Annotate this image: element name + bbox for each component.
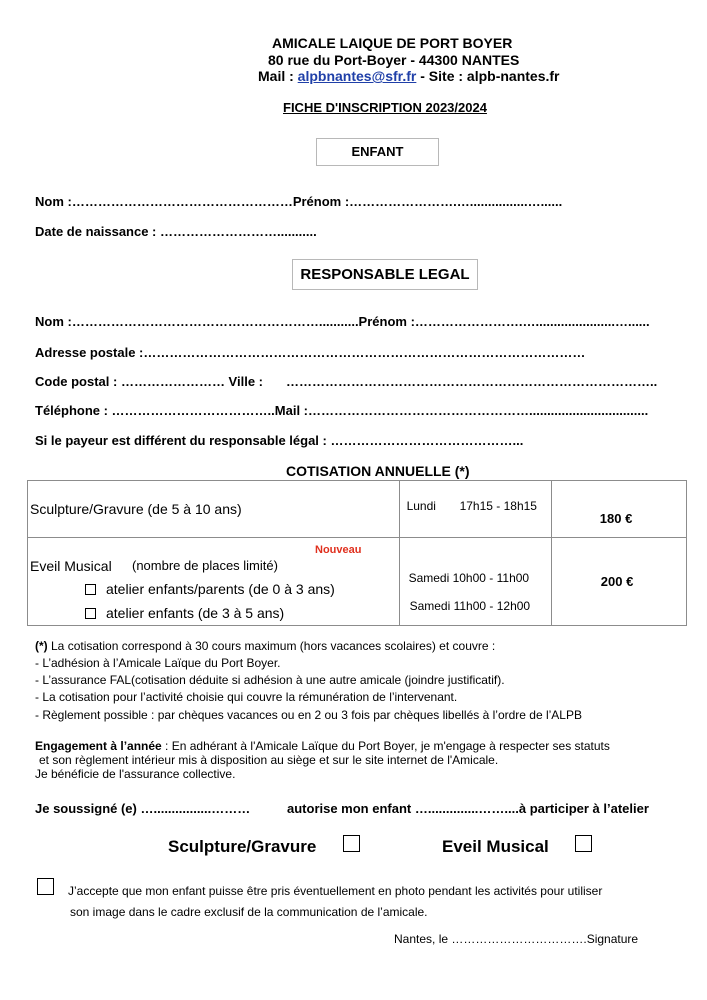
choice-musical-label: Eveil Musical xyxy=(442,837,549,856)
table-row xyxy=(28,538,687,626)
photo-consent-line2: son image dans le cadre exclusif de la communication de l’amicale. xyxy=(70,905,428,919)
row2-activity-cell xyxy=(28,538,400,626)
checkbox-icon[interactable] xyxy=(85,584,96,595)
site-label: - Site : alpb-nantes.fr xyxy=(416,68,560,84)
row2-price: 200 € xyxy=(600,574,634,589)
row1-activity-cell xyxy=(28,481,400,538)
form-title: FICHE D'INSCRIPTION 2023/2024 xyxy=(283,100,487,115)
mail-link[interactable]: alpbnantes@sfr.fr xyxy=(297,68,417,84)
photo-consent-line1: J’accepte que mon enfant puisse être pris éventuellement en photo pendant les activités pour utiliser xyxy=(68,884,603,898)
note-item: - Règlement possible : par chèques vacances ou en 2 ou 3 fois par chèques libellés à l’ordre de l’ALPB xyxy=(35,708,582,722)
guardian-name-field[interactable]: Nom :…………………………………………………...........Prénom :…………………….…......................…...... xyxy=(35,314,650,329)
guardian-address-field[interactable]: Adresse postale :………………………………………………………………………………………… xyxy=(35,345,586,360)
row1-price: 180 € xyxy=(599,511,633,526)
engagement-line1 xyxy=(35,739,610,753)
row1-time: 17h15 - 18h15 xyxy=(459,499,537,513)
photo-consent-checkbox[interactable] xyxy=(37,878,54,895)
engagement-label: Engagement à l’année xyxy=(35,739,162,753)
row1-schedule-cell xyxy=(399,481,551,538)
row1-activity: Sculpture/Gravure (de 5 à 10 ans) xyxy=(30,501,242,517)
choice-musical-checkbox[interactable] xyxy=(575,835,592,852)
table-row xyxy=(28,481,687,538)
child-section-title: ENFANT xyxy=(316,138,439,166)
contact-line xyxy=(258,68,559,84)
engagement-text1: : En adhérant à l'Amicale Laïque du Port Boyer, je m'engage à respecter ses statuts xyxy=(161,739,610,753)
row2-slot2: Samedi 11h00 - 12h00 xyxy=(409,599,531,613)
choice-sculpture-checkbox[interactable] xyxy=(343,835,360,852)
cotisation-title: COTISATION ANNUELLE (*) xyxy=(286,463,470,479)
guardian-postal-field[interactable]: Code postal : …………………… Ville : xyxy=(35,374,264,389)
checkbox-icon[interactable] xyxy=(85,608,96,619)
payer-field[interactable]: Si le payeur est différent du responsable légal : ……………………………………... xyxy=(35,433,524,448)
guardian-city-field[interactable]: ………………………………………………………………………….. xyxy=(286,374,658,389)
row2-schedule-cell xyxy=(399,538,551,626)
row1-price-cell xyxy=(551,481,686,538)
signature-field[interactable]: Nantes, le …………………………….Signature xyxy=(394,932,639,946)
declaration-child-field[interactable]: autorise mon enfant …..............……....à participer à l’atelier xyxy=(287,801,649,816)
new-badge: Nouveau xyxy=(315,544,362,556)
child-birthdate-field[interactable]: Date de naissance : ………………………........... xyxy=(35,224,317,239)
row2-price-cell xyxy=(551,538,686,626)
notes-intro-text: La cotisation correspond à 30 cours maximum (hors vacances scolaires) et couvre : xyxy=(47,639,496,653)
org-address: 80 rue du Port-Boyer - 44300 NANTES xyxy=(268,52,520,68)
row1-day: Lundi xyxy=(406,499,436,513)
declaration-signer-field[interactable]: Je soussigné (e) …................……… xyxy=(35,801,251,816)
row2-activity: Eveil Musical xyxy=(30,558,112,574)
option-children[interactable] xyxy=(85,605,284,621)
row2-note: (nombre de places limité) xyxy=(132,558,278,573)
child-name-field[interactable]: Nom :……………………………………………Prénom :…………………….…................…...... xyxy=(35,194,563,209)
note-item: - La cotisation pour l’activité choisie qui couvre la rémunération de l’intervenant. xyxy=(35,690,458,704)
notes-intro xyxy=(35,639,495,653)
cotisation-table xyxy=(27,480,687,626)
mail-label: Mail : xyxy=(258,68,298,84)
engagement-line2: et son règlement intérieur mis à disposition au siège et sur le site internet de l'Amicale. xyxy=(39,753,499,767)
engagement-line3: Je bénéficie de l'assurance collective. xyxy=(35,767,236,781)
note-item: - L’adhésion à l’Amicale Laïque du Port Boyer. xyxy=(35,656,281,670)
option1-label: atelier enfants/parents (de 0 à 3 ans) xyxy=(106,581,335,597)
notes-star: (*) xyxy=(35,639,48,653)
org-name: AMICALE LAIQUE DE PORT BOYER xyxy=(272,35,513,51)
choice-sculpture-label: Sculpture/Gravure xyxy=(168,837,317,856)
option2-label: atelier enfants (de 3 à 5 ans) xyxy=(106,605,285,621)
note-item: - L’assurance FAL(cotisation déduite si adhésion à une autre amicale (joindre justificatif). xyxy=(35,673,505,687)
guardian-section-title: RESPONSABLE LEGAL xyxy=(292,259,478,290)
guardian-phone-mail-field[interactable]: Téléphone : ………………………………..Mail :……………………………………………................................. xyxy=(35,403,649,418)
option-parents-children[interactable] xyxy=(85,581,335,597)
row2-slot1: Samedi 10h00 - 11h00 xyxy=(408,571,530,585)
